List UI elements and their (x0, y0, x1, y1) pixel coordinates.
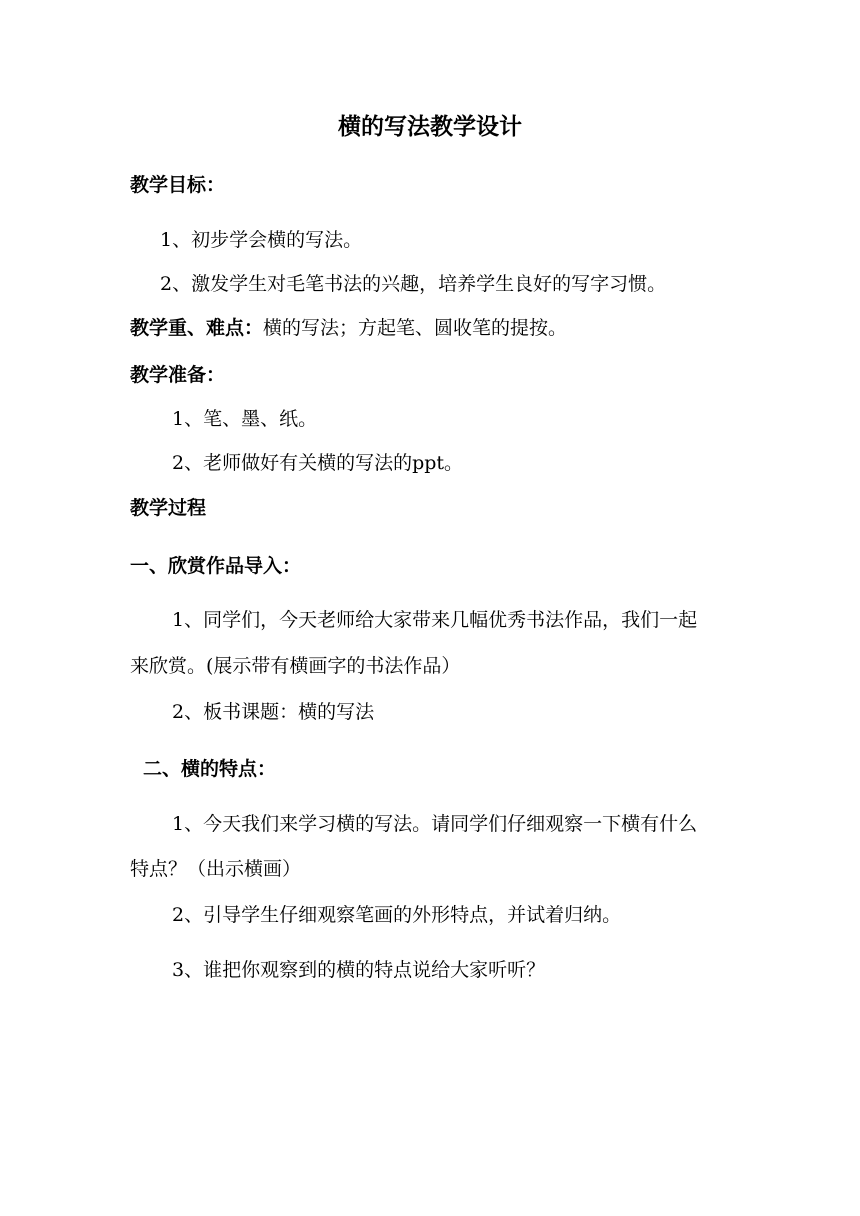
section-2-item-1-line-2: 特点？（出示横画） (130, 858, 302, 880)
key-points-text: 横的写法；方起笔、圆收笔的提按。 (263, 317, 568, 339)
objective-item: 1、初步学会横的写法。 (160, 229, 363, 251)
objectives-heading: 教学目标： (130, 174, 226, 196)
section-2-item-2: 2、引导学生仔细观察笔画的外形特点，并试着归纳。 (172, 904, 622, 926)
section-1-item-1-line-2: 来欣赏。(展示带有横画字的书法作品） (130, 655, 461, 677)
preparation-item: 2、老师做好有关横的写法的ppt。 (172, 452, 464, 474)
preparation-item: 1、笔、墨、纸。 (172, 408, 318, 430)
section-1-heading: 一、欣赏作品导入： (130, 555, 302, 577)
section-1-item-1-line-1: 1、同学们，今天老师给大家带来几幅优秀书法作品，我们一起 (172, 609, 698, 631)
process-heading: 教学过程 (130, 497, 207, 519)
section-2-item-1-line-1: 1、今天我们来学习横的写法。请同学们仔细观察一下横有什么 (172, 813, 698, 835)
section-2-heading: 二、横的特点： (143, 758, 277, 780)
section-2-item-3: 3、谁把你观察到的横的特点说给大家听听？ (172, 959, 546, 981)
document-title: 横的写法教学设计 (338, 113, 522, 140)
objective-item: 2、激发学生对毛笔书法的兴趣，培养学生良好的写字习惯。 (160, 273, 667, 295)
section-1-item-2: 2、板书课题：横的写法 (172, 701, 375, 723)
key-points-label: 教学重、难点： (130, 317, 264, 339)
key-points (130, 316, 567, 340)
preparation-heading: 教学准备： (130, 364, 226, 386)
